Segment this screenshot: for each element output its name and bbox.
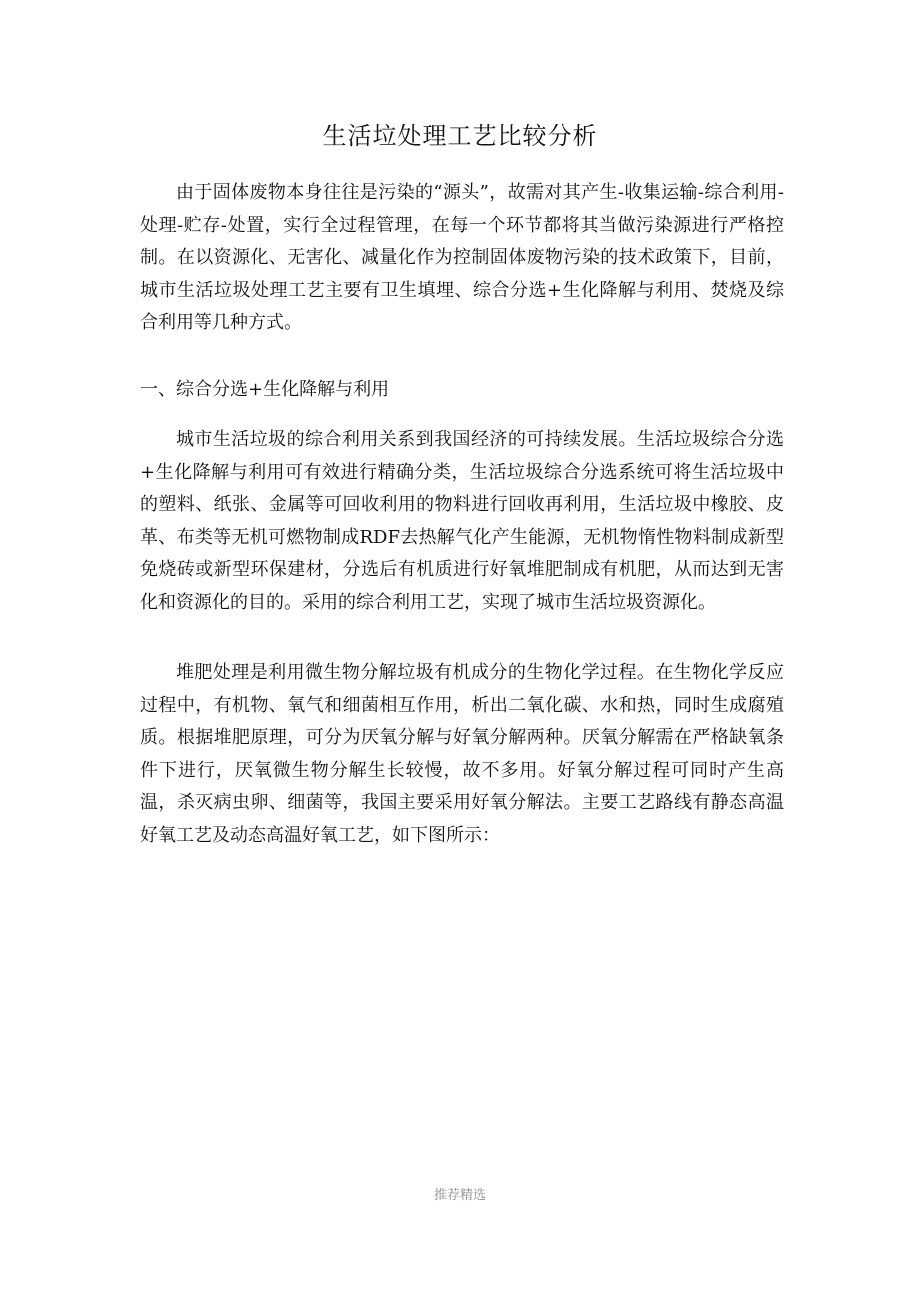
paragraph-composting: 堆肥处理是利用微生物分解垃圾有机成分的生物化学过程。在生物化学反应过程中，有机物、氧气和细菌相互作用，析出二氧化碳、水和热，同时生成腐殖质。根据堆肥原理，可分为厌氧分解与好氧分解两种。厌氧分解需在严格缺氧条件下进行，厌氧微生物分解生长较慢，故不多用。好氧分解过程可同时产生高温，杀灭病虫卵、细菌等，我国主要采用好氧分解法。主要工艺路线有静态高温好氧工艺及动态高温好氧工艺，如下图所示： [140, 662, 784, 846]
paragraph-comprehensive-use: 城市生活垃圾的综合利用关系到我国经济的可持续发展。生活垃圾综合分选+生化降解与利用可有效进行精确分类，生活垃圾综合分选系统可将生活垃圾中的塑料、纸张、金属等可回收利用的物料进行回收再利用，生活垃圾中橡胶、皮革、布类等无机可燃物制成RDF去热解气化产生能源，无机物惰性物料制成新型免烧砖或新型环保建材，分选后有机质进行好氧堆肥制成有机肥，从而达到无害化和资源化的目的。采用的综合利用工艺，实现了城市生活垃圾资源化。 [140, 429, 784, 613]
section-heading: 一、综合分选+生化降解与利用 [140, 379, 390, 400]
paragraph-intro: 由于固体废物本身往往是污染的“源头”，故需对其产生-收集运输-综合利用-处理-贮存-处置，实行全过程管理，在每一个环节都将其当做污染源进行严格控制。在以资源化、无害化、减量化作为控制固体废物污染的技术政策下，目前，城市生活垃圾处理工艺主要有卫生填埋、综合分选+生化降解与利用、焚烧及综合利用等几种方式。 [140, 182, 784, 333]
document-title: 生活垃处理工艺比较分析 [322, 122, 598, 150]
page-footer: 推荐精选 [433, 1188, 486, 1203]
